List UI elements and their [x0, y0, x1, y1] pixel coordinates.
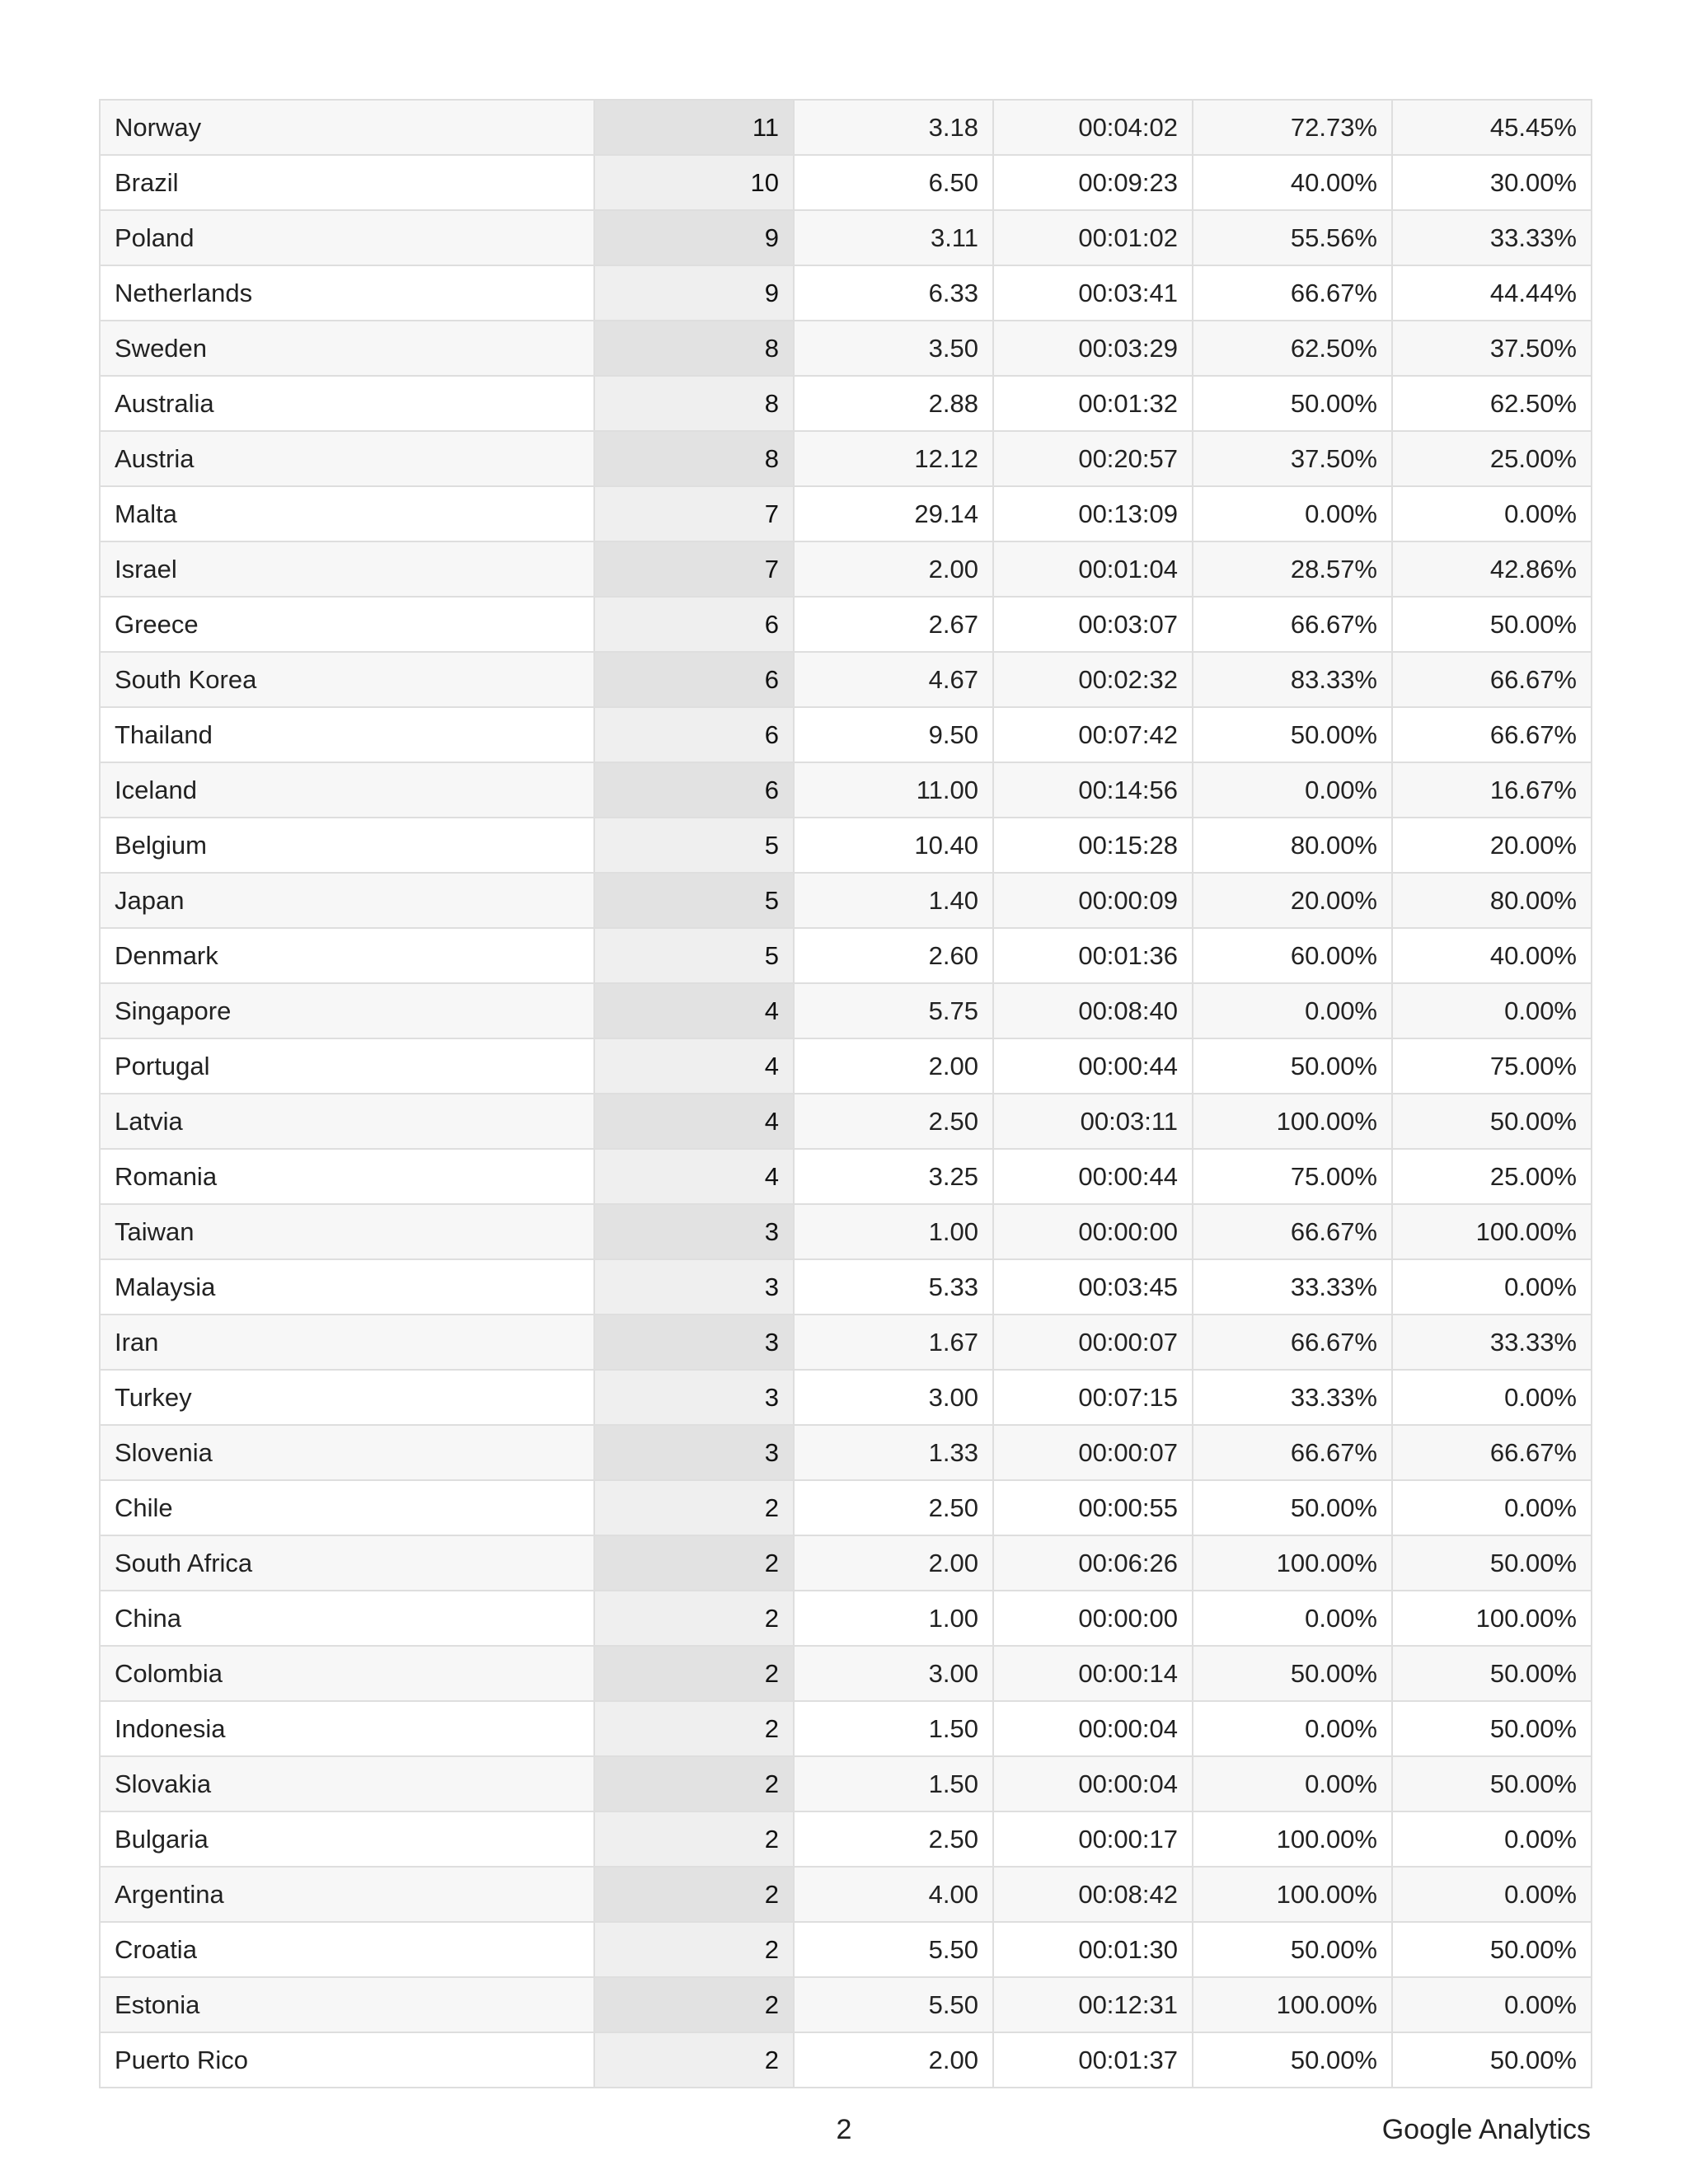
- sessions-cell: 4: [594, 1149, 794, 1204]
- avg-session-duration-cell: 00:14:56: [993, 762, 1193, 818]
- pages-per-session-cell: 12.12: [794, 431, 993, 486]
- table-row: [100, 983, 1592, 1038]
- pages-per-session-cell: 1.50: [794, 1701, 993, 1756]
- sessions-cell: 7: [594, 541, 794, 597]
- new-sessions-percent-cell: 66.67%: [1193, 1204, 1392, 1259]
- new-sessions-percent-cell: 62.50%: [1193, 321, 1392, 376]
- bounce-rate-cell: 0.00%: [1392, 1480, 1592, 1535]
- bounce-rate-cell: 50.00%: [1392, 1756, 1592, 1811]
- table-row: [100, 155, 1592, 210]
- avg-session-duration-cell: 00:15:28: [993, 818, 1193, 873]
- footer-brand: Google Analytics: [1381, 2114, 1591, 2145]
- sessions-cell: 2: [594, 1867, 794, 1922]
- bounce-rate-cell: 0.00%: [1392, 983, 1592, 1038]
- country-cell: Romania: [100, 1149, 594, 1204]
- sessions-cell: 4: [594, 1038, 794, 1094]
- country-cell: Greece: [100, 597, 594, 652]
- sessions-cell: 2: [594, 1977, 794, 2032]
- avg-session-duration-cell: 00:02:32: [993, 652, 1193, 707]
- new-sessions-percent-cell: 66.67%: [1193, 1315, 1392, 1370]
- avg-session-duration-cell: 00:03:11: [993, 1094, 1193, 1149]
- pages-per-session-cell: 2.00: [794, 1038, 993, 1094]
- new-sessions-percent-cell: 66.67%: [1193, 265, 1392, 321]
- avg-session-duration-cell: 00:08:42: [993, 1867, 1193, 1922]
- country-cell: Sweden: [100, 321, 594, 376]
- sessions-cell: 6: [594, 597, 794, 652]
- bounce-rate-cell: 44.44%: [1392, 265, 1592, 321]
- country-cell: Australia: [100, 376, 594, 431]
- new-sessions-percent-cell: 20.00%: [1193, 873, 1392, 928]
- table-row: [100, 431, 1592, 486]
- avg-session-duration-cell: 00:00:44: [993, 1149, 1193, 1204]
- country-cell: Puerto Rico: [100, 2032, 594, 2088]
- new-sessions-percent-cell: 50.00%: [1193, 1038, 1392, 1094]
- bounce-rate-cell: 50.00%: [1392, 1094, 1592, 1149]
- bounce-rate-cell: 40.00%: [1392, 928, 1592, 983]
- country-cell: China: [100, 1591, 594, 1646]
- new-sessions-percent-cell: 55.56%: [1193, 210, 1392, 265]
- country-cell: Denmark: [100, 928, 594, 983]
- country-cell: Turkey: [100, 1370, 594, 1425]
- sessions-cell: 5: [594, 818, 794, 873]
- avg-session-duration-cell: 00:01:37: [993, 2032, 1193, 2088]
- pages-per-session-cell: 3.25: [794, 1149, 993, 1204]
- new-sessions-percent-cell: 100.00%: [1193, 1977, 1392, 2032]
- pages-per-session-cell: 3.00: [794, 1370, 993, 1425]
- pages-per-session-cell: 1.67: [794, 1315, 993, 1370]
- bounce-rate-cell: 0.00%: [1392, 1811, 1592, 1867]
- new-sessions-percent-cell: 0.00%: [1193, 762, 1392, 818]
- bounce-rate-cell: 0.00%: [1392, 1259, 1592, 1315]
- pages-per-session-cell: 5.75: [794, 983, 993, 1038]
- country-cell: Slovakia: [100, 1756, 594, 1811]
- sessions-cell: 2: [594, 1811, 794, 1867]
- sessions-cell: 9: [594, 265, 794, 321]
- table-row: [100, 1480, 1592, 1535]
- new-sessions-percent-cell: 50.00%: [1193, 376, 1392, 431]
- pages-per-session-cell: 1.00: [794, 1591, 993, 1646]
- country-cell: Croatia: [100, 1922, 594, 1977]
- bounce-rate-cell: 45.45%: [1392, 100, 1592, 155]
- new-sessions-percent-cell: 0.00%: [1193, 983, 1392, 1038]
- table-row: [100, 1094, 1592, 1149]
- table-row: [100, 541, 1592, 597]
- avg-session-duration-cell: 00:00:04: [993, 1701, 1193, 1756]
- pages-per-session-cell: 3.11: [794, 210, 993, 265]
- pages-per-session-cell: 1.40: [794, 873, 993, 928]
- country-cell: Latvia: [100, 1094, 594, 1149]
- table-row: [100, 265, 1592, 321]
- table-row: [100, 1977, 1592, 2032]
- bounce-rate-cell: 75.00%: [1392, 1038, 1592, 1094]
- avg-session-duration-cell: 00:07:15: [993, 1370, 1193, 1425]
- table-row: [100, 1204, 1592, 1259]
- bounce-rate-cell: 50.00%: [1392, 1922, 1592, 1977]
- table-row: [100, 1425, 1592, 1480]
- pages-per-session-cell: 10.40: [794, 818, 993, 873]
- pages-per-session-cell: 6.50: [794, 155, 993, 210]
- avg-session-duration-cell: 00:03:07: [993, 597, 1193, 652]
- avg-session-duration-cell: 00:08:40: [993, 983, 1193, 1038]
- table-row: [100, 376, 1592, 431]
- avg-session-duration-cell: 00:03:45: [993, 1259, 1193, 1315]
- table-row: [100, 1370, 1592, 1425]
- sessions-cell: 2: [594, 1922, 794, 1977]
- bounce-rate-cell: 16.67%: [1392, 762, 1592, 818]
- table-row: [100, 2032, 1592, 2088]
- sessions-cell: 3: [594, 1259, 794, 1315]
- new-sessions-percent-cell: 50.00%: [1193, 1480, 1392, 1535]
- avg-session-duration-cell: 00:01:02: [993, 210, 1193, 265]
- avg-session-duration-cell: 00:00:00: [993, 1591, 1193, 1646]
- new-sessions-percent-cell: 72.73%: [1193, 100, 1392, 155]
- avg-session-duration-cell: 00:00:04: [993, 1756, 1193, 1811]
- bounce-rate-cell: 66.67%: [1392, 652, 1592, 707]
- avg-session-duration-cell: 00:20:57: [993, 431, 1193, 486]
- bounce-rate-cell: 33.33%: [1392, 1315, 1592, 1370]
- avg-session-duration-cell: 00:00:00: [993, 1204, 1193, 1259]
- country-cell: Thailand: [100, 707, 594, 762]
- country-cell: Austria: [100, 431, 594, 486]
- pages-per-session-cell: 3.00: [794, 1646, 993, 1701]
- bounce-rate-cell: 42.86%: [1392, 541, 1592, 597]
- sessions-cell: 6: [594, 707, 794, 762]
- pages-per-session-cell: 2.00: [794, 541, 993, 597]
- table-row: [100, 873, 1592, 928]
- bounce-rate-cell: 25.00%: [1392, 431, 1592, 486]
- country-cell: Norway: [100, 100, 594, 155]
- table-row: [100, 1756, 1592, 1811]
- pages-per-session-cell: 2.67: [794, 597, 993, 652]
- pages-per-session-cell: 5.50: [794, 1922, 993, 1977]
- new-sessions-percent-cell: 66.67%: [1193, 597, 1392, 652]
- bounce-rate-cell: 30.00%: [1392, 155, 1592, 210]
- bounce-rate-cell: 33.33%: [1392, 210, 1592, 265]
- bounce-rate-cell: 50.00%: [1392, 1535, 1592, 1591]
- table-row: [100, 1646, 1592, 1701]
- country-cell: South Africa: [100, 1535, 594, 1591]
- pages-per-session-cell: 3.50: [794, 321, 993, 376]
- bounce-rate-cell: 50.00%: [1392, 2032, 1592, 2088]
- bounce-rate-cell: 0.00%: [1392, 1867, 1592, 1922]
- sessions-cell: 5: [594, 928, 794, 983]
- avg-session-duration-cell: 00:00:07: [993, 1315, 1193, 1370]
- new-sessions-percent-cell: 50.00%: [1193, 1922, 1392, 1977]
- sessions-cell: 2: [594, 1701, 794, 1756]
- country-cell: Belgium: [100, 818, 594, 873]
- country-cell: Poland: [100, 210, 594, 265]
- pages-per-session-cell: 3.18: [794, 100, 993, 155]
- table-row: [100, 818, 1592, 873]
- table-row: [100, 1149, 1592, 1204]
- avg-session-duration-cell: 00:12:31: [993, 1977, 1193, 2032]
- pages-per-session-cell: 2.50: [794, 1480, 993, 1535]
- table-row: [100, 486, 1592, 541]
- country-cell: Brazil: [100, 155, 594, 210]
- new-sessions-percent-cell: 0.00%: [1193, 1701, 1392, 1756]
- country-metrics-table: [99, 99, 1592, 2088]
- sessions-cell: 4: [594, 1094, 794, 1149]
- sessions-cell: 11: [594, 100, 794, 155]
- avg-session-duration-cell: 00:00:09: [993, 873, 1193, 928]
- country-cell: Singapore: [100, 983, 594, 1038]
- avg-session-duration-cell: 00:07:42: [993, 707, 1193, 762]
- new-sessions-percent-cell: 100.00%: [1193, 1867, 1392, 1922]
- pages-per-session-cell: 5.33: [794, 1259, 993, 1315]
- avg-session-duration-cell: 00:06:26: [993, 1535, 1193, 1591]
- country-cell: Bulgaria: [100, 1811, 594, 1867]
- sessions-cell: 2: [594, 1591, 794, 1646]
- sessions-cell: 2: [594, 1756, 794, 1811]
- sessions-cell: 2: [594, 2032, 794, 2088]
- bounce-rate-cell: 50.00%: [1392, 1646, 1592, 1701]
- sessions-cell: 3: [594, 1370, 794, 1425]
- table-row: [100, 762, 1592, 818]
- bounce-rate-cell: 100.00%: [1392, 1204, 1592, 1259]
- avg-session-duration-cell: 00:01:04: [993, 541, 1193, 597]
- bounce-rate-cell: 37.50%: [1392, 321, 1592, 376]
- sessions-cell: 10: [594, 155, 794, 210]
- bounce-rate-cell: 62.50%: [1392, 376, 1592, 431]
- pages-per-session-cell: 2.88: [794, 376, 993, 431]
- new-sessions-percent-cell: 33.33%: [1193, 1259, 1392, 1315]
- pages-per-session-cell: 29.14: [794, 486, 993, 541]
- pages-per-session-cell: 9.50: [794, 707, 993, 762]
- sessions-cell: 8: [594, 431, 794, 486]
- sessions-cell: 8: [594, 376, 794, 431]
- new-sessions-percent-cell: 0.00%: [1193, 1591, 1392, 1646]
- sessions-cell: 5: [594, 873, 794, 928]
- table-row: [100, 1811, 1592, 1867]
- pages-per-session-cell: 1.50: [794, 1756, 993, 1811]
- sessions-cell: 9: [594, 210, 794, 265]
- country-cell: Iran: [100, 1315, 594, 1370]
- page-number: 2: [836, 2114, 852, 2145]
- sessions-cell: 7: [594, 486, 794, 541]
- table-row: [100, 707, 1592, 762]
- sessions-cell: 2: [594, 1646, 794, 1701]
- table-row: [100, 1038, 1592, 1094]
- avg-session-duration-cell: 00:03:41: [993, 265, 1193, 321]
- new-sessions-percent-cell: 100.00%: [1193, 1811, 1392, 1867]
- pages-per-session-cell: 2.00: [794, 1535, 993, 1591]
- country-cell: Chile: [100, 1480, 594, 1535]
- avg-session-duration-cell: 00:00:07: [993, 1425, 1193, 1480]
- new-sessions-percent-cell: 0.00%: [1193, 486, 1392, 541]
- pages-per-session-cell: 1.33: [794, 1425, 993, 1480]
- avg-session-duration-cell: 00:03:29: [993, 321, 1193, 376]
- pages-per-session-cell: 6.33: [794, 265, 993, 321]
- table-row: [100, 1867, 1592, 1922]
- new-sessions-percent-cell: 50.00%: [1193, 1646, 1392, 1701]
- table-body: [100, 100, 1592, 2088]
- avg-session-duration-cell: 00:01:32: [993, 376, 1193, 431]
- sessions-cell: 8: [594, 321, 794, 376]
- country-cell: Colombia: [100, 1646, 594, 1701]
- bounce-rate-cell: 50.00%: [1392, 597, 1592, 652]
- avg-session-duration-cell: 00:01:36: [993, 928, 1193, 983]
- bounce-rate-cell: 0.00%: [1392, 1977, 1592, 2032]
- new-sessions-percent-cell: 37.50%: [1193, 431, 1392, 486]
- sessions-cell: 3: [594, 1315, 794, 1370]
- avg-session-duration-cell: 00:00:44: [993, 1038, 1193, 1094]
- bounce-rate-cell: 0.00%: [1392, 486, 1592, 541]
- pages-per-session-cell: 1.00: [794, 1204, 993, 1259]
- country-cell: Iceland: [100, 762, 594, 818]
- new-sessions-percent-cell: 83.33%: [1193, 652, 1392, 707]
- country-cell: South Korea: [100, 652, 594, 707]
- bounce-rate-cell: 66.67%: [1392, 1425, 1592, 1480]
- country-cell: Argentina: [100, 1867, 594, 1922]
- pages-per-session-cell: 2.50: [794, 1811, 993, 1867]
- avg-session-duration-cell: 00:04:02: [993, 100, 1193, 155]
- avg-session-duration-cell: 00:09:23: [993, 155, 1193, 210]
- bounce-rate-cell: 66.67%: [1392, 707, 1592, 762]
- new-sessions-percent-cell: 60.00%: [1193, 928, 1392, 983]
- sessions-cell: 2: [594, 1535, 794, 1591]
- table-row: [100, 1259, 1592, 1315]
- table-row: [100, 321, 1592, 376]
- sessions-cell: 3: [594, 1204, 794, 1259]
- table-row: [100, 100, 1592, 155]
- new-sessions-percent-cell: 66.67%: [1193, 1425, 1392, 1480]
- bounce-rate-cell: 50.00%: [1392, 1701, 1592, 1756]
- table-row: [100, 1922, 1592, 1977]
- new-sessions-percent-cell: 75.00%: [1193, 1149, 1392, 1204]
- bounce-rate-cell: 20.00%: [1392, 818, 1592, 873]
- new-sessions-percent-cell: 28.57%: [1193, 541, 1392, 597]
- new-sessions-percent-cell: 40.00%: [1193, 155, 1392, 210]
- country-cell: Slovenia: [100, 1425, 594, 1480]
- pages-per-session-cell: 2.60: [794, 928, 993, 983]
- pages-per-session-cell: 2.50: [794, 1094, 993, 1149]
- country-cell: Malta: [100, 486, 594, 541]
- sessions-cell: 6: [594, 762, 794, 818]
- bounce-rate-cell: 80.00%: [1392, 873, 1592, 928]
- table-row: [100, 1535, 1592, 1591]
- avg-session-duration-cell: 00:13:09: [993, 486, 1193, 541]
- sessions-cell: 3: [594, 1425, 794, 1480]
- bounce-rate-cell: 25.00%: [1392, 1149, 1592, 1204]
- avg-session-duration-cell: 00:00:14: [993, 1646, 1193, 1701]
- pages-per-session-cell: 5.50: [794, 1977, 993, 2032]
- new-sessions-percent-cell: 80.00%: [1193, 818, 1392, 873]
- pages-per-session-cell: 4.67: [794, 652, 993, 707]
- avg-session-duration-cell: 00:00:17: [993, 1811, 1193, 1867]
- table-row: [100, 1591, 1592, 1646]
- avg-session-duration-cell: 00:00:55: [993, 1480, 1193, 1535]
- country-cell: Estonia: [100, 1977, 594, 2032]
- pages-per-session-cell: 2.00: [794, 2032, 993, 2088]
- pages-per-session-cell: 4.00: [794, 1867, 993, 1922]
- sessions-cell: 6: [594, 652, 794, 707]
- table-row: [100, 1701, 1592, 1756]
- table-row: [100, 1315, 1592, 1370]
- new-sessions-percent-cell: 0.00%: [1193, 1756, 1392, 1811]
- country-cell: Indonesia: [100, 1701, 594, 1756]
- table-row: [100, 597, 1592, 652]
- table-row: [100, 928, 1592, 983]
- country-cell: Taiwan: [100, 1204, 594, 1259]
- new-sessions-percent-cell: 50.00%: [1193, 2032, 1392, 2088]
- country-cell: Netherlands: [100, 265, 594, 321]
- new-sessions-percent-cell: 100.00%: [1193, 1535, 1392, 1591]
- country-cell: Malaysia: [100, 1259, 594, 1315]
- table-row: [100, 210, 1592, 265]
- new-sessions-percent-cell: 50.00%: [1193, 707, 1392, 762]
- avg-session-duration-cell: 00:01:30: [993, 1922, 1193, 1977]
- country-cell: Japan: [100, 873, 594, 928]
- sessions-cell: 2: [594, 1480, 794, 1535]
- new-sessions-percent-cell: 33.33%: [1193, 1370, 1392, 1425]
- pages-per-session-cell: 11.00: [794, 762, 993, 818]
- table-row: [100, 652, 1592, 707]
- new-sessions-percent-cell: 100.00%: [1193, 1094, 1392, 1149]
- sessions-cell: 4: [594, 983, 794, 1038]
- country-cell: Portugal: [100, 1038, 594, 1094]
- country-cell: Israel: [100, 541, 594, 597]
- bounce-rate-cell: 100.00%: [1392, 1591, 1592, 1646]
- bounce-rate-cell: 0.00%: [1392, 1370, 1592, 1425]
